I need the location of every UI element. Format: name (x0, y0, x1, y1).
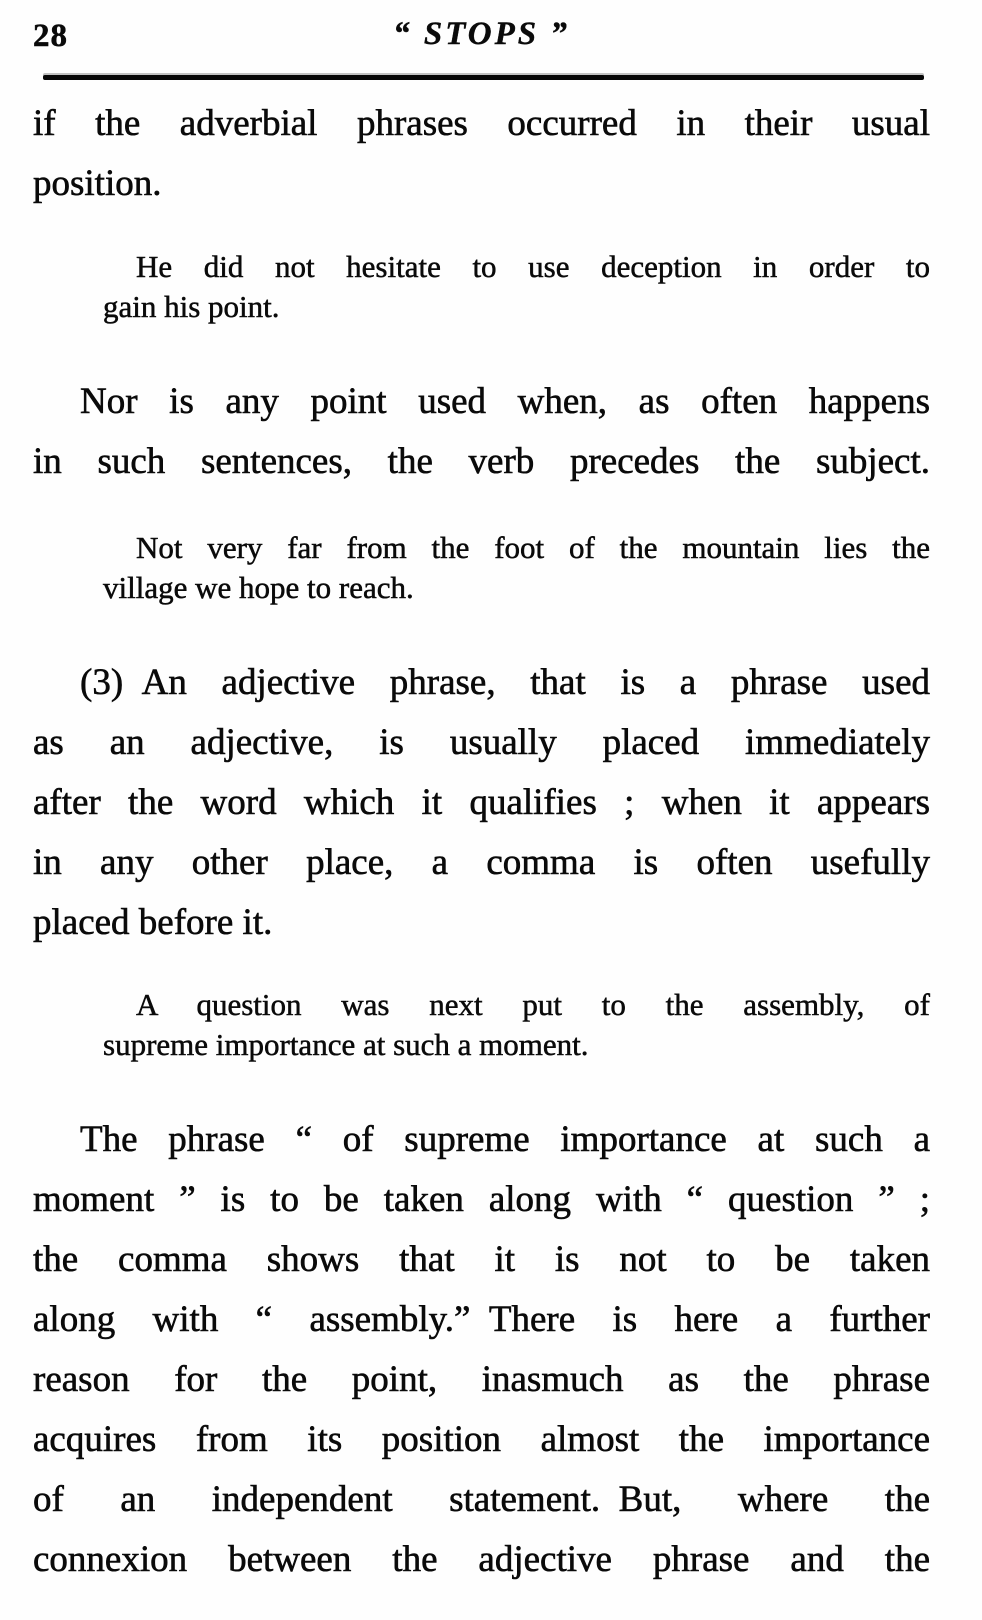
text-line: placed before it. (33, 902, 273, 943)
paragraph (33, 372, 930, 492)
header-rule (43, 75, 924, 80)
text-line: village we hope to reach. (103, 570, 414, 605)
page-header (33, 14, 930, 64)
example-block (33, 985, 930, 1065)
paragraph (33, 94, 930, 214)
example-block (33, 247, 930, 327)
text-line: supreme importance at such a moment. (103, 1027, 589, 1062)
paragraph (33, 1110, 930, 1590)
text-line: (3) An adjective phrase, that is a phrase used (80, 662, 930, 703)
text-line: in such sentences, the verb precedes the subject. (33, 441, 930, 482)
text-line: the comma shows that it is not to be taken (33, 1239, 930, 1280)
paragraph (33, 653, 930, 953)
text-line: after the word which it qualifies ; when it appears (33, 782, 930, 823)
text-line: acquires from its position almost the importance (33, 1419, 930, 1460)
text-line: He did not hesitate to use deception in order to (136, 249, 930, 284)
text-line: gain his point. (103, 289, 280, 324)
page-body (33, 94, 930, 1590)
text-line: The phrase “ of supreme importance at such a (80, 1119, 930, 1160)
text-line: Not very far from the foot of the mountain lies the (136, 530, 930, 565)
text-line: as an adjective, is usually placed immediately (33, 722, 930, 763)
running-title: “ STOPS ” (393, 16, 570, 52)
text-line: reason for the point, inasmuch as the phrase (33, 1359, 930, 1400)
text-line: Nor is any point used when, as often happens (80, 381, 930, 422)
text-line: connexion between the adjective phrase and the (33, 1539, 930, 1580)
example-block (33, 528, 930, 608)
text-line: if the adverbial phrases occurred in their usual (33, 103, 930, 144)
text-line: in any other place, a comma is often usefully (33, 842, 930, 883)
text-line: moment ” is to be taken along with “ question ” ; (33, 1179, 930, 1220)
text-line: of an independent statement. But, where the (33, 1479, 930, 1520)
text-line: A question was next put to the assembly, of (136, 987, 930, 1022)
page-number: 28 (33, 18, 68, 54)
text-line: along with “ assembly.” There is here a further (33, 1299, 930, 1340)
text-line: position. (33, 163, 162, 204)
